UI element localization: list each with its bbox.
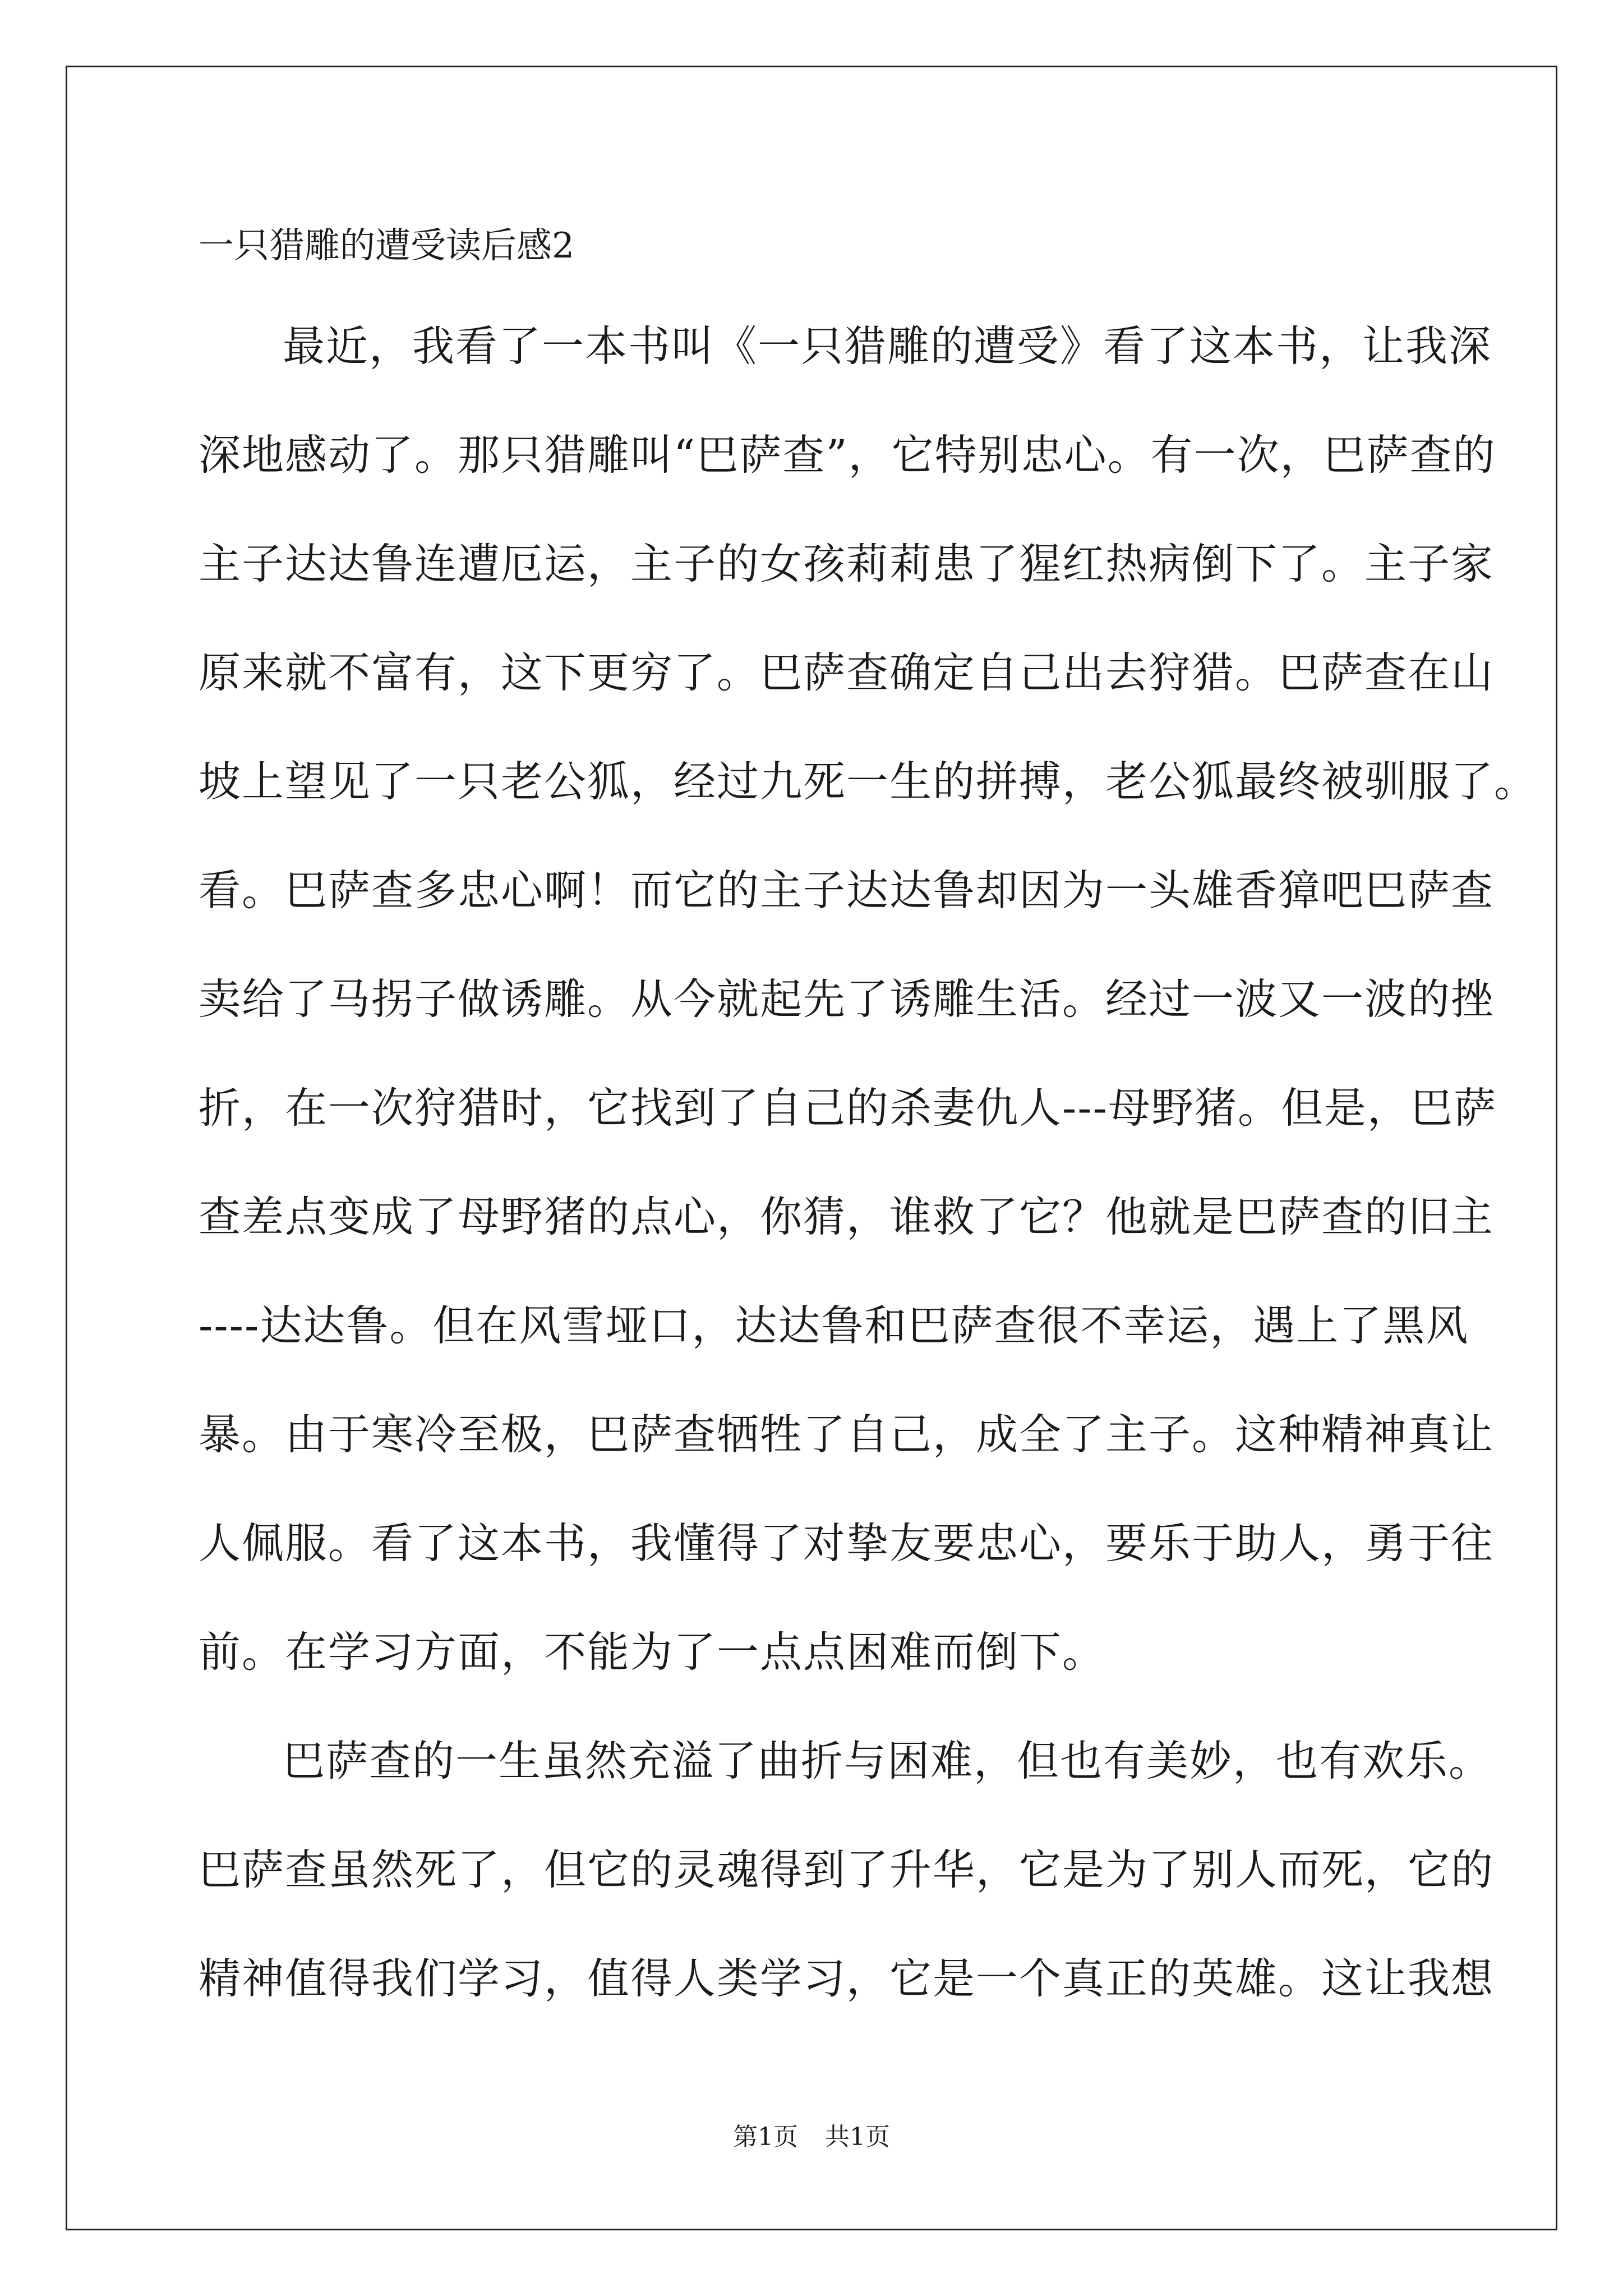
page-number: 第1页	[733, 2123, 798, 2151]
document-title: 一只猎雕的遭受读后感2	[199, 225, 575, 266]
text-line: 卖给了马拐子做诱雕。从今就起先了诱雕生活。经过一波又一波的挫	[199, 974, 1495, 1024]
text-line: 原来就不富有，这下更穷了。巴萨查确定自己出去狩猎。巴萨查在山	[199, 648, 1495, 697]
text-line: 巴萨查的一生虽然充溢了曲折与困难，但也有美妙，也有欢乐。	[283, 1736, 1492, 1786]
text-line: 巴萨查虽然死了，但它的灵魂得到了升华，它是为了别人而死，它的	[199, 1845, 1495, 1894]
document-body	[199, 292, 1538, 2033]
text-line: 精神值得我们学习，值得人类学习，它是一个真正的英雄。这让我想	[199, 1954, 1495, 2003]
text-line: 看。巴萨查多忠心啊！而它的主子达达鲁却因为一头雄香獐吧巴萨查	[199, 866, 1495, 915]
text-line: 深地感动了。那只猎雕叫“巴萨查”，它特别忠心。有一次，巴萨查的	[199, 430, 1496, 480]
text-line: 人佩服。看了这本书，我懂得了对挚友要忠心，要乐于助人，勇于往	[199, 1519, 1495, 1568]
text-line: ----达达鲁。但在风雪垭口，达达鲁和巴萨查很不幸运，遇上了黑风	[199, 1301, 1469, 1350]
text-line: 暴。由于寒冷至极，巴萨查牺牲了自己，成全了主子。这种精神真让	[199, 1410, 1495, 1459]
text-line: 前。在学习方面，不能为了一点点困难而倒下。	[199, 1627, 1106, 1677]
text-line: 查差点变成了母野猪的点心，你猜，谁救了它？他就是巴萨查的旧主	[199, 1192, 1495, 1241]
text-line: 最近，我看了一本书叫《一只猎雕的遭受》看了这本书，让我深	[283, 321, 1492, 371]
text-line: 折，在一次狩猎时，它找到了自己的杀妻仇人---母野猪。但是，巴萨	[199, 1083, 1497, 1133]
page-total: 共1页	[825, 2123, 890, 2151]
page-footer	[0, 2120, 1623, 2154]
text-line: 主子达达鲁连遭厄运，主子的女孩莉莉患了猩红热病倒下了。主子家	[199, 539, 1495, 588]
text-line: 坡上望见了一只老公狐，经过九死一生的拼搏，老公狐最终被驯服了。	[199, 757, 1538, 806]
